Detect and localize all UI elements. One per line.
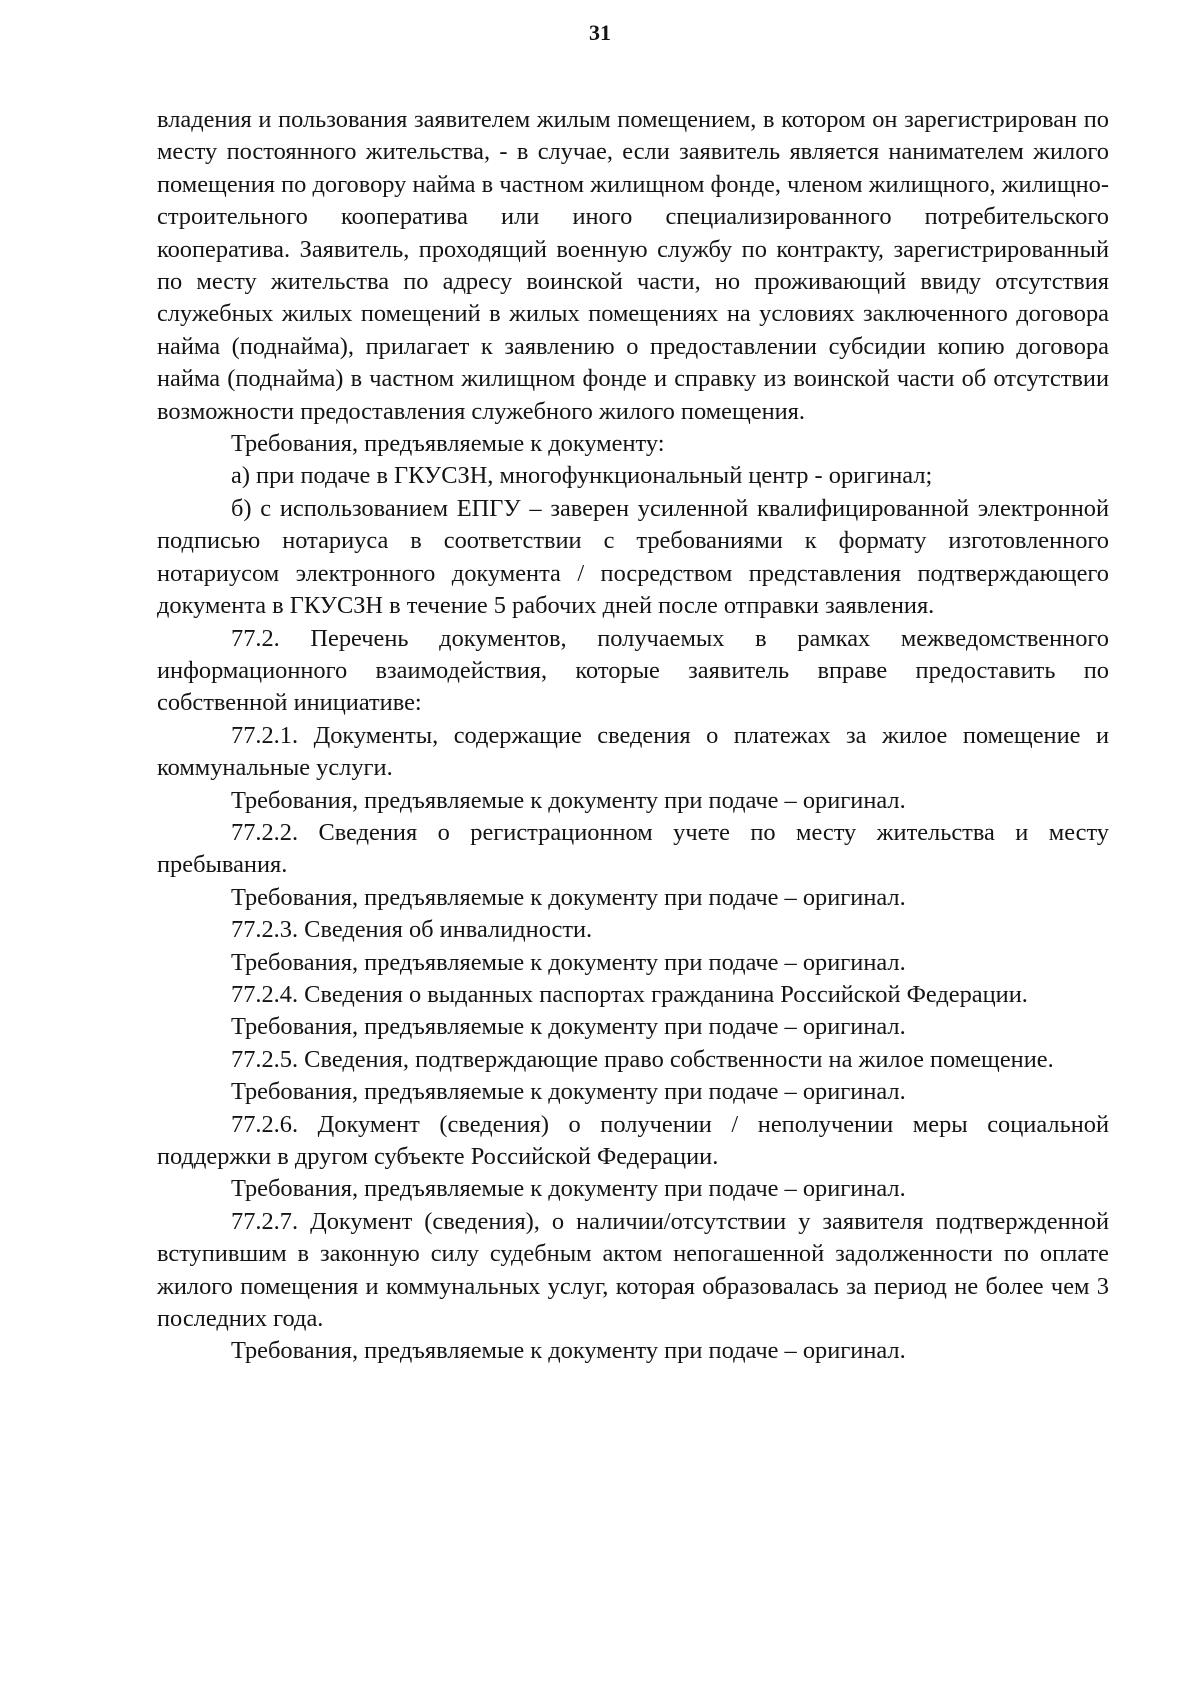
page-number: 31 — [589, 20, 611, 45]
paragraph-requirement-original: Требования, предъявляемые к документу при подаче – оригинал. — [231, 948, 906, 976]
paragraph-continuation: владения и пользования заявителем жилым помещением, в котором он зарегистрирован по месту постоянного жительства, - в случае, если заявитель является нанимателем жилого помещения по договору найма в частном жилищном фонде, членом жилищного, жилищно-строительного кооператива или иного специализированного потребительского кооператива. Заявитель, проходящий военную службу по контракту, зарегистрированный по месту жительства по адресу воинской части, но проживающий ввиду отсутствия служебных жилых помещений в жилых помещениях на условиях заключенного договора найма (поднайма), прилагает к заявлению о предоставлении субсидии копию договора найма (поднайма) в частном жилищном фонде и справку из воинской части об отсутствии возможности предоставления служебного жилого помещения. — [157, 106, 1109, 425]
paragraph-77-2-3: 77.2.3. Сведения об инвалидности. — [231, 916, 593, 944]
paragraph-requirement-original: Требования, предъявляемые к документу при подаче – оригинал. — [231, 786, 906, 814]
paragraph-requirement-original: Требования, предъявляемые к документу при подаче – оригинал. — [231, 1013, 906, 1041]
paragraph-77-2-1: 77.2.1. Документы, содержащие сведения о платежах за жилое помещение и коммунальные услуги. — [157, 721, 1109, 782]
paragraph-77-2-5: 77.2.5. Сведения, подтверждающие право собственности на жилое помещение. — [231, 1045, 1054, 1073]
paragraph-item-a: а) при подаче в ГКУСЗН, многофункциональный центр - оригинал; — [231, 462, 933, 490]
paragraph-requirement-original: Требования, предъявляемые к документу при подаче – оригинал. — [231, 1337, 906, 1365]
paragraph-77-2-2: 77.2.2. Сведения о регистрационном учете по месту жительства и месту пребывания. — [157, 818, 1109, 879]
paragraph-requirements: Требования, предъявляемые к документу: — [231, 430, 665, 458]
paragraph-item-b: б) с использованием ЕПГУ – заверен усиленной квалифицированной электронной подписью нотариуса в соответствии с требованиями к формату изготовленного нотариусом электронного документа / посредством представления подтверждающего документа в ГКУСЗН в течение 5 рабочих дней после отправки заявления. — [157, 494, 1109, 620]
paragraph-77-2-4: 77.2.4. Сведения о выданных паспортах гражданина Российской Федерации. — [231, 980, 1028, 1008]
document-body — [157, 104, 1109, 1368]
paragraph-77-2-7: 77.2.7. Документ (сведения), о наличии/отсутствии у заявителя подтвержденной вступившим в законную силу судебным актом непогашенной задолженности по оплате жилого помещения и коммунальных услуг, которая образовалась за период не более чем 3 последних года. — [157, 1207, 1109, 1333]
paragraph-requirement-original: Требования, предъявляемые к документу при подаче – оригинал. — [231, 1175, 906, 1203]
paragraph-requirement-original: Требования, предъявляемые к документу при подаче – оригинал. — [231, 883, 906, 911]
paragraph-77-2: 77.2. Перечень документов, получаемых в рамках межведомственного информационного взаимодействия, которые заявитель вправе предоставить по собственной инициативе: — [157, 624, 1109, 717]
paragraph-77-2-6: 77.2.6. Документ (сведения) о получении / неполучении меры социальной поддержки в другом субъекте Российской Федерации. — [157, 1110, 1109, 1170]
paragraph-requirement-original: Требования, предъявляемые к документу при подаче – оригинал. — [231, 1078, 906, 1106]
